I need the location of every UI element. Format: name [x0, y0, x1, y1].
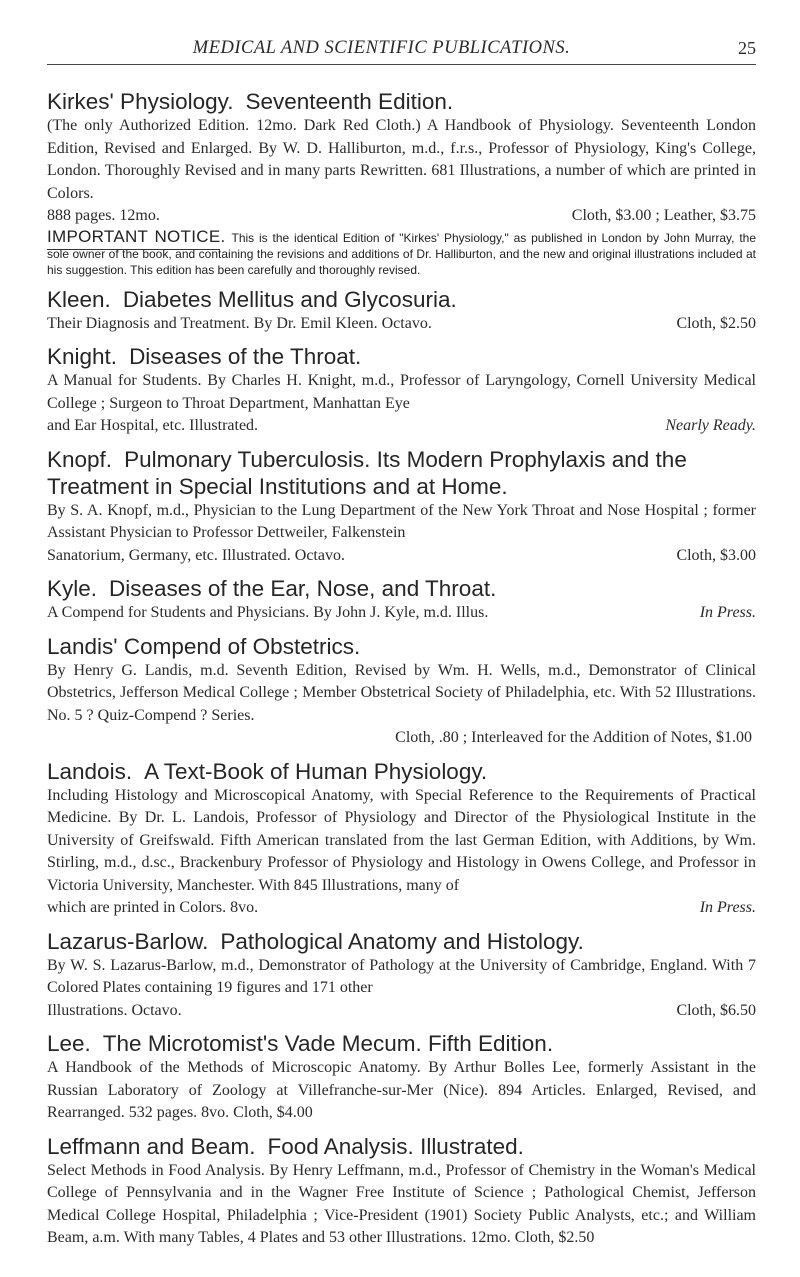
- important-notice: IMPORTANT NOTICE. This is the identical Edition of "Kirkes' Physiology," as published in London by John Murray, the sole owner of the book, and containing the revisions and additions of Dr. Halliburton, and the new and original illustrations included at his suggestion. This edition has been carefully and thoroughly revised.: [47, 226, 756, 277]
- entry-heading: Kleen. Diabetes Mellitus and Glycosuria.: [47, 286, 457, 312]
- entry-heading: Kirkes' Physiology. Seventeenth Edition.: [47, 89, 454, 114]
- page-number: 25: [738, 38, 756, 58]
- price-line: 888 pages. 12mo. Cloth, $3.00 ; Leather, $3.75: [47, 207, 756, 224]
- entry-heading: Knopf. Pulmonary Tuberculosis. Its Modern Prophylaxis and the Treatment in Special Institutions and at Home.: [47, 446, 687, 499]
- entry-description: By Henry G. Landis, m.d. Seventh Edition, Revised by Wm. H. Wells, m.d., Demonstrator of Clinical Obstetrics, Jefferson Medical College ; Member Obstetrical Society of Philadelphia, etc. With 52 Illustrations. No. 5 ? Quiz-Compend ? Series.: [47, 661, 756, 724]
- running-head: [47, 0, 756, 80]
- entry-landis: [47, 633, 756, 750]
- header-rule: [47, 64, 756, 65]
- entry-description: A Handbook of the Methods of Microscopic Anatomy. By Arthur Bolles Lee, formerly Assistant in the Russian Laboratory of Zoology at Villefranche-sur-Mer (Nice). 894 Articles. Enlarged, Revised, and Rearranged. 532 pages. 8vo. Cloth, $4.00: [47, 1059, 756, 1121]
- entry-knopf: [47, 446, 756, 568]
- entry-kyle: [47, 575, 756, 625]
- price-line: Illustrations. Octavo. Cloth, $6.50: [47, 1001, 756, 1019]
- entry-description: Including Histology and Microscopical Anatomy, with Special Reference to the Requirements of Practical Medicine. By Dr. L. Landois, Professor of Physiology and Director of the Physiological Institute in the University of Greifswald. Fifth American translated from the last German Edition, with Additions, by Wm. Stirling, m.d., d.sc., Brackenbury Professor of Physiology and Histology in Owens College, and Professor in Victoria University, Manchester. With 845 Illustrations, many of: [47, 786, 756, 894]
- entry-description: Select Methods in Food Analysis. By Henry Leffmann, m.d., Professor of Chemistry in the Woman's Medical College of Pennsylvania and in the Wagner Free Institute of Science ; Pathological Chemist, Jefferson Medical College Hospital, Philadelphia ; Vice-President (1901) Society Public Analysts, etc.; and William Beam, a.m. With many Tables, 4 Plates and 53 other Illustrations. 12mo. Cloth, $2.50: [47, 1161, 756, 1246]
- entry-heading: Leffmann and Beam. Food Analysis. Illustrated.: [47, 1133, 524, 1159]
- entry-knight: [47, 343, 756, 438]
- price-line: Sanatorium, Germany, etc. Illustrated. Octavo. Cloth, $3.00: [47, 546, 756, 564]
- price-line: Cloth, .80 ; Interleaved for the Addition of Notes, $1.00: [395, 729, 752, 746]
- entry-lazarus-barlow: [47, 928, 756, 1023]
- entry-heading: Knight. Diseases of the Throat.: [47, 344, 362, 369]
- price-line: which are printed in Colors. 8vo. In Press.: [47, 899, 756, 916]
- price-line: and Ear Hospital, etc. Illustrated. Nearly Ready.: [47, 417, 756, 434]
- entry-description: A Manual for Students. By Charles H. Knight, m.d., Professor of Laryngology, Cornell University Medical College ; Surgeon to Throat Department, Manhattan Eye: [47, 372, 756, 412]
- running-title: MEDICAL AND SCIENTIFIC PUBLICATIONS.: [192, 38, 571, 58]
- entry-heading: Lee. The Microtomist's Vade Mecum. Fifth Edition.: [47, 1031, 554, 1056]
- entry-leffmann-beam: [47, 1133, 756, 1250]
- price-line: Their Diagnosis and Treatment. By Dr. Emil Kleen. Octavo. Cloth, $2.50: [47, 314, 756, 332]
- entry-heading: Lazarus-Barlow. Pathological Anatomy and Histology.: [47, 928, 584, 954]
- entry-heading: Kyle. Diseases of the Ear, Nose, and Throat.: [47, 576, 497, 601]
- entry-kleen: [47, 286, 756, 336]
- entry-description: By S. A. Knopf, m.d., Physician to the Lung Department of the New York Throat and Nose Hospital ; former Assistant Physician to Professor Dettweiler, Falkenstein: [47, 501, 756, 541]
- entry-description: (The only Authorized Edition. 12mo. Dark Red Cloth.) A Handbook of Physiology. Seventeenth London Edition, Revised and Enlarged. By W. D. Halliburton, m.d., f.r.s., Professor of Physiology, King's College, London. Thoroughly Revised and in many parts Rewritten. 681 Illustrations, a number of which are printed in Colors.: [47, 117, 756, 202]
- entry-landois: [47, 758, 756, 920]
- entry-heading: Landois. A Text-Book of Human Physiology.: [47, 758, 488, 784]
- price-line: A Compend for Students and Physicians. By John J. Kyle, m.d. Illus. In Press.: [47, 604, 756, 621]
- entry-lee: [47, 1030, 756, 1125]
- entry-description: By W. S. Lazarus-Barlow, m.d., Demonstrator of Pathology at the University of Cambridge, England. With 7 Colored Plates containing 19 figures and 171 other: [47, 956, 756, 996]
- entry-heading: Landis' Compend of Obstetrics.: [47, 633, 361, 659]
- entry-kirkes: [47, 88, 756, 278]
